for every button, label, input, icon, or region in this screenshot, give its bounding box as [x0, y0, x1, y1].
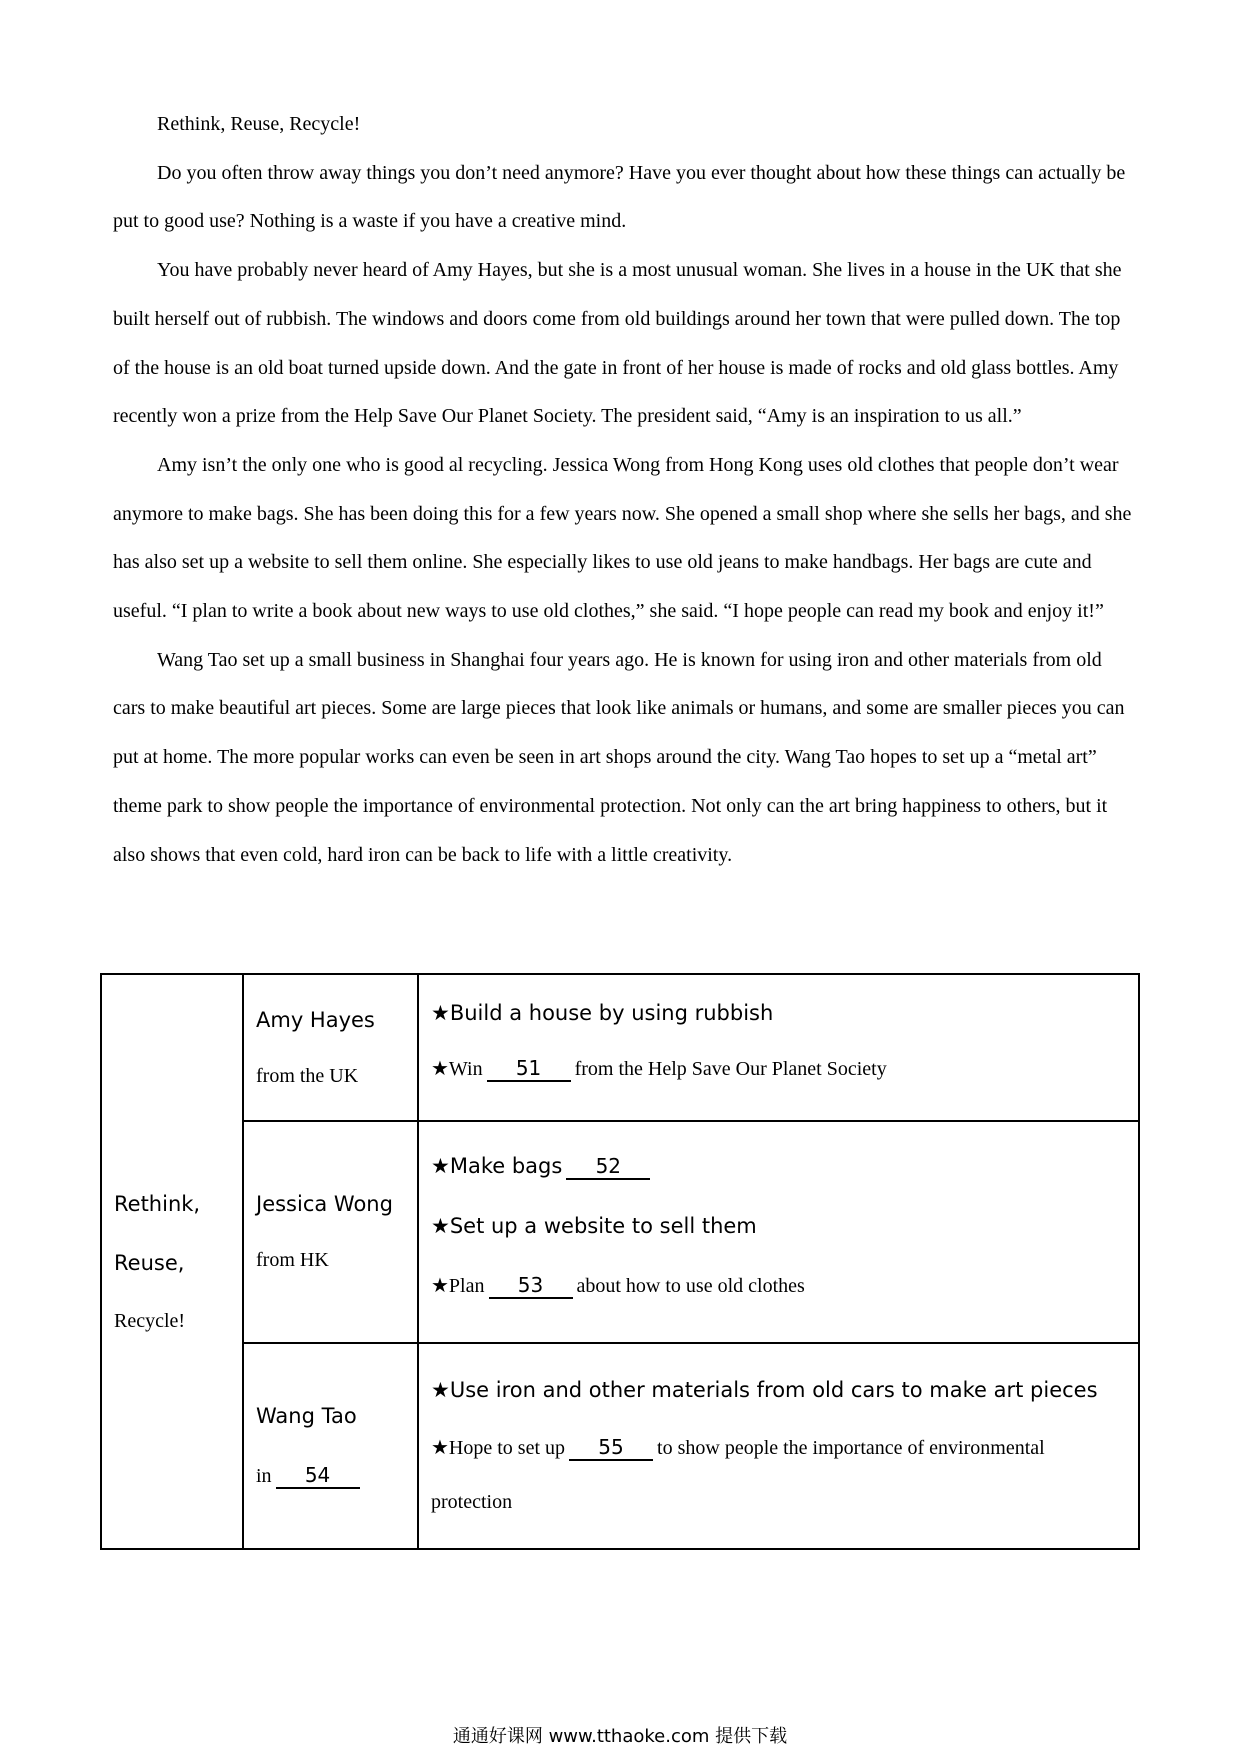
- details-cell-amy: [418, 974, 1139, 1121]
- detail-item: ★Set up a website to sell them: [431, 1214, 757, 1238]
- heading-line-1: Rethink,: [114, 1191, 201, 1216]
- article: [113, 100, 1133, 879]
- answer-blank-52[interactable]: 52: [566, 1154, 650, 1180]
- article-title: Rethink, Reuse, Recycle!: [157, 113, 361, 135]
- paragraph-jessica-wong: Amy isn’t the only one who is good al recycling. Jessica Wong from Hong Kong uses old clothes that people don’t wear anymore to make bags. She has been doing this for a few years now. She opened a small shop where she sells her bags, and she has also set up a website to sell them online. She especially likes to use old jeans to make handbags. Her bags are cute and useful. “I plan to write a book about new ways to use old clothes,” she said. “I hope people can read my book and enjoy it!”: [113, 453, 1132, 623]
- detail-item: ★Plan 53 about how to use old clothes: [431, 1273, 805, 1297]
- details-cell-jessica: [418, 1121, 1139, 1343]
- detail-item: ★Make bags 52: [431, 1146, 1126, 1186]
- heading-line-2: Reuse,: [114, 1250, 185, 1275]
- person-name: Wang Tao: [256, 1404, 357, 1428]
- heading-line-3: Recycle!: [114, 1309, 186, 1332]
- person-cell-wang: [243, 1343, 418, 1549]
- details-cell-wang: [418, 1343, 1139, 1549]
- person-place: in 54: [256, 1461, 405, 1491]
- detail-item: protection: [431, 1491, 513, 1513]
- person-name: Jessica Wong: [256, 1192, 393, 1216]
- detail-item: ★Use iron and other materials from old cars to make art pieces: [431, 1378, 1098, 1402]
- person-name: Amy Hayes: [256, 1008, 375, 1032]
- page-footer: 通通好课网 www.tthaoke.com 提供下载: [452, 1726, 788, 1747]
- detail-item: ★Hope to set up 55 to show people the importance of environmental: [431, 1435, 1045, 1459]
- paragraph-wang-tao: Wang Tao set up a small business in Shanghai four years ago. He is known for using iron and other materials from old cars to make beautiful art pieces. Some are large pieces that look like animals or humans, and some are smaller pieces you can put at home. The more popular works can even be seen in art shops around the city. Wang Tao hopes to set up a “metal art” theme park to show people the importance of environmental protection. Not only can the art bring happiness to others, but it also shows that even cold, hard iron can be back to life with a little creativity.: [113, 648, 1125, 866]
- paragraph-amy-hayes: You have probably never heard of Amy Hayes, but she is a most unusual woman. She lives in a house in the UK that she built herself out of rubbish. The windows and doors come from old buildings around her town that were pulled down. The top of the house is an old boat turned upside down. And the gate in front of her house is made of rocks and old glass bottles. Amy recently won a prize from the Help Save Our Planet Society. The president said, “Amy is an inspiration to us all.”: [113, 259, 1122, 428]
- answer-blank-54[interactable]: 54: [276, 1463, 360, 1489]
- summary-table: [100, 973, 1140, 1550]
- answer-blank-51[interactable]: 51: [487, 1056, 571, 1082]
- paragraph-intro: Do you often throw away things you don’t need anymore? Have you ever thought about how these things can actually be put to good use? Nothing is a waste if you have a creative mind.: [113, 161, 1126, 233]
- detail-item: ★Win 51 from the Help Save Our Planet Society: [431, 1056, 887, 1080]
- answer-blank-53[interactable]: 53: [489, 1273, 573, 1299]
- person-place: from the UK: [256, 1065, 359, 1087]
- table-heading-cell: [101, 974, 243, 1549]
- person-place: from HK: [256, 1249, 329, 1271]
- answer-blank-55[interactable]: 55: [569, 1435, 653, 1461]
- detail-item: ★Build a house by using rubbish: [431, 1001, 774, 1025]
- person-cell-jessica: [243, 1121, 418, 1343]
- person-cell-amy: [243, 974, 418, 1121]
